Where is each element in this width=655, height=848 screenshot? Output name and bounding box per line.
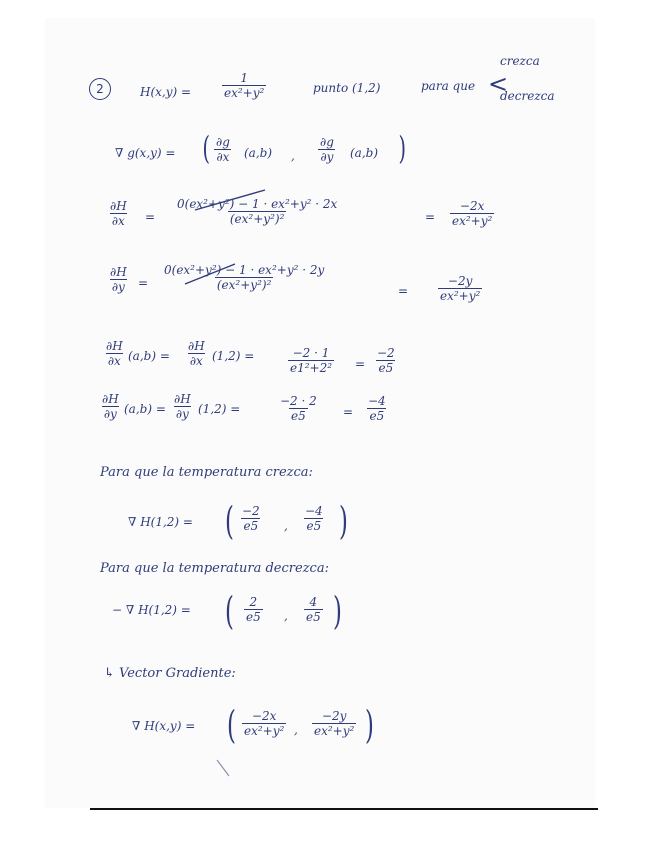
open-paren: (: [224, 589, 234, 633]
equals: =: [355, 357, 366, 371]
gradient-def-d2: [318, 136, 336, 164]
decrezca-frac2: [304, 596, 323, 624]
crezca-n1: −2: [242, 504, 260, 518]
vector-n2: −2y: [321, 709, 347, 723]
comma: ,: [291, 149, 295, 163]
evaly-lhs-num: ∂H: [102, 392, 119, 406]
evalx-lhs-den: ∂x: [107, 354, 121, 369]
bracket-glyph: <: [488, 70, 509, 98]
dHdy-denominator: (ex²+y²)²: [216, 278, 272, 293]
dHdy-result-den: ex²+y²: [440, 289, 481, 304]
evaly-mid-num: ∂H: [174, 392, 191, 406]
evaly-mid-den: ∂y: [175, 407, 189, 422]
function-denominator: ex²+y²: [224, 86, 265, 101]
evalx-d1: e1²+2²: [290, 361, 333, 376]
evalx-lhs-num: ∂H: [106, 339, 123, 353]
crezca-label: crezca: [500, 54, 540, 68]
crezca-d2: e5: [306, 519, 322, 534]
dHdy-lhs: [108, 266, 129, 294]
evaly-d1: e5: [291, 409, 306, 424]
strike-mark: [185, 258, 255, 288]
evaly-frac1: [278, 395, 319, 423]
page-edge-line: [90, 808, 598, 810]
decrezca-d1: e5: [246, 610, 261, 625]
close-paren: ): [398, 129, 406, 167]
dHdy-numerator: 0(ex²+y²) − 1 · ex²+y² · 2y: [164, 263, 325, 277]
dHdx-lhs-num: ∂H: [110, 199, 127, 213]
equals: =: [343, 405, 354, 419]
dHdx-numerator: 0(ex²+y²) − 1 · ex²+y² · 2x: [177, 197, 338, 211]
vector-frac1: [242, 710, 286, 738]
equals: =: [398, 284, 409, 298]
decrezca-n1: 2: [249, 595, 258, 609]
evalx-frac2: [375, 347, 397, 375]
close-paren: ): [332, 589, 342, 633]
decrezca-frac1: [244, 596, 263, 624]
evaly-frac2: [366, 395, 388, 423]
d1-at: (a,b): [244, 146, 273, 160]
vector-frac2: [312, 710, 356, 738]
evalx-mid-den: ∂x: [189, 354, 203, 369]
vector-lhs: ∇ H(x,y) =: [132, 719, 196, 733]
comma: ,: [284, 519, 288, 533]
open-paren: (: [226, 703, 236, 747]
decrezca-n2: 4: [309, 595, 318, 609]
equals: =: [425, 210, 436, 224]
dHdy-result-num: −2y: [447, 274, 473, 288]
evalx-mid-at: (1,2) =: [212, 349, 255, 363]
crezca-n2: −4: [305, 504, 323, 518]
vector-d1: ex²+y²: [244, 724, 285, 739]
crezca-lhs: ∇ H(1,2) =: [128, 515, 193, 529]
d2-at: (a,b): [350, 146, 379, 160]
evaly-n1: −2 · 2: [280, 394, 317, 408]
dHdx-lhs: [108, 200, 129, 228]
dHdy-lhs-den: ∂y: [111, 280, 125, 295]
vector-d2: ex²+y²: [314, 724, 355, 739]
open-paren: (: [224, 499, 234, 543]
vector-n1: −2x: [251, 709, 277, 723]
close-paren: ): [338, 499, 348, 543]
dHdx-lhs-den: ∂x: [111, 214, 125, 229]
d2-numerator: ∂g: [320, 135, 334, 149]
crezca-frac2: [303, 505, 325, 533]
problem-number: 2: [89, 78, 111, 100]
function-numerator: 1: [240, 71, 248, 85]
evalx-d2: e5: [378, 361, 394, 376]
equals: =: [145, 210, 156, 224]
evaly-mid: [172, 393, 193, 421]
d1-numerator: ∂g: [216, 135, 230, 149]
evaly-lhs-den: ∂y: [103, 407, 117, 422]
pen-stroke: [215, 758, 235, 780]
dHdx-denominator: (ex²+y²)²: [229, 212, 285, 227]
dHdy-result: [438, 275, 482, 303]
evalx-n2: −2: [377, 346, 395, 360]
evaly-lhs: [100, 393, 121, 421]
dHdx-result-num: −2x: [459, 199, 485, 213]
evalx-lhs-at: (a,b) =: [128, 349, 170, 363]
decrezca-label: decrezca: [500, 89, 555, 103]
strike-mark: [195, 186, 285, 216]
crezca-frac1: [240, 505, 262, 533]
open-paren: (: [202, 129, 210, 167]
evalx-lhs: [104, 340, 125, 368]
decrezca-lhs: − ∇ H(1,2) =: [112, 603, 191, 617]
d1-denominator: ∂x: [216, 150, 230, 165]
equals: =: [138, 276, 149, 290]
gradient-def-d1: [214, 136, 232, 164]
close-paren: ): [364, 703, 374, 747]
crezca-heading: Para que la temperatura crezca:: [100, 465, 313, 480]
point-label: punto (1,2): [313, 81, 381, 95]
vector-heading: ↳ Vector Gradiente:: [104, 666, 236, 681]
evaly-mid-at: (1,2) =: [198, 402, 241, 416]
decrezca-d2: e5: [306, 610, 321, 625]
function-label: H(x,y) =: [140, 85, 192, 99]
evalx-mid: [186, 340, 207, 368]
evaly-n2: −4: [368, 394, 386, 408]
comma: ,: [294, 723, 298, 737]
evalx-mid-num: ∂H: [188, 339, 205, 353]
evalx-n1: −2 · 1: [292, 346, 330, 360]
crezca-d1: e5: [243, 519, 259, 534]
dHdx-result: [450, 200, 494, 228]
gradient-def-lhs: ∇ g(x,y) =: [115, 146, 176, 160]
decrezca-heading: Para que la temperatura decrezca:: [100, 561, 329, 576]
evalx-frac1: [288, 347, 334, 375]
evaly-lhs-at: (a,b) =: [124, 402, 166, 416]
function-fraction: [222, 72, 266, 100]
d2-denominator: ∂y: [320, 150, 334, 165]
dHdy-lhs-num: ∂H: [110, 265, 127, 279]
para-que-label: para que: [421, 79, 476, 93]
comma: ,: [284, 609, 288, 623]
dHdx-result-den: ex²+y²: [452, 214, 493, 229]
evaly-d2: e5: [369, 409, 385, 424]
